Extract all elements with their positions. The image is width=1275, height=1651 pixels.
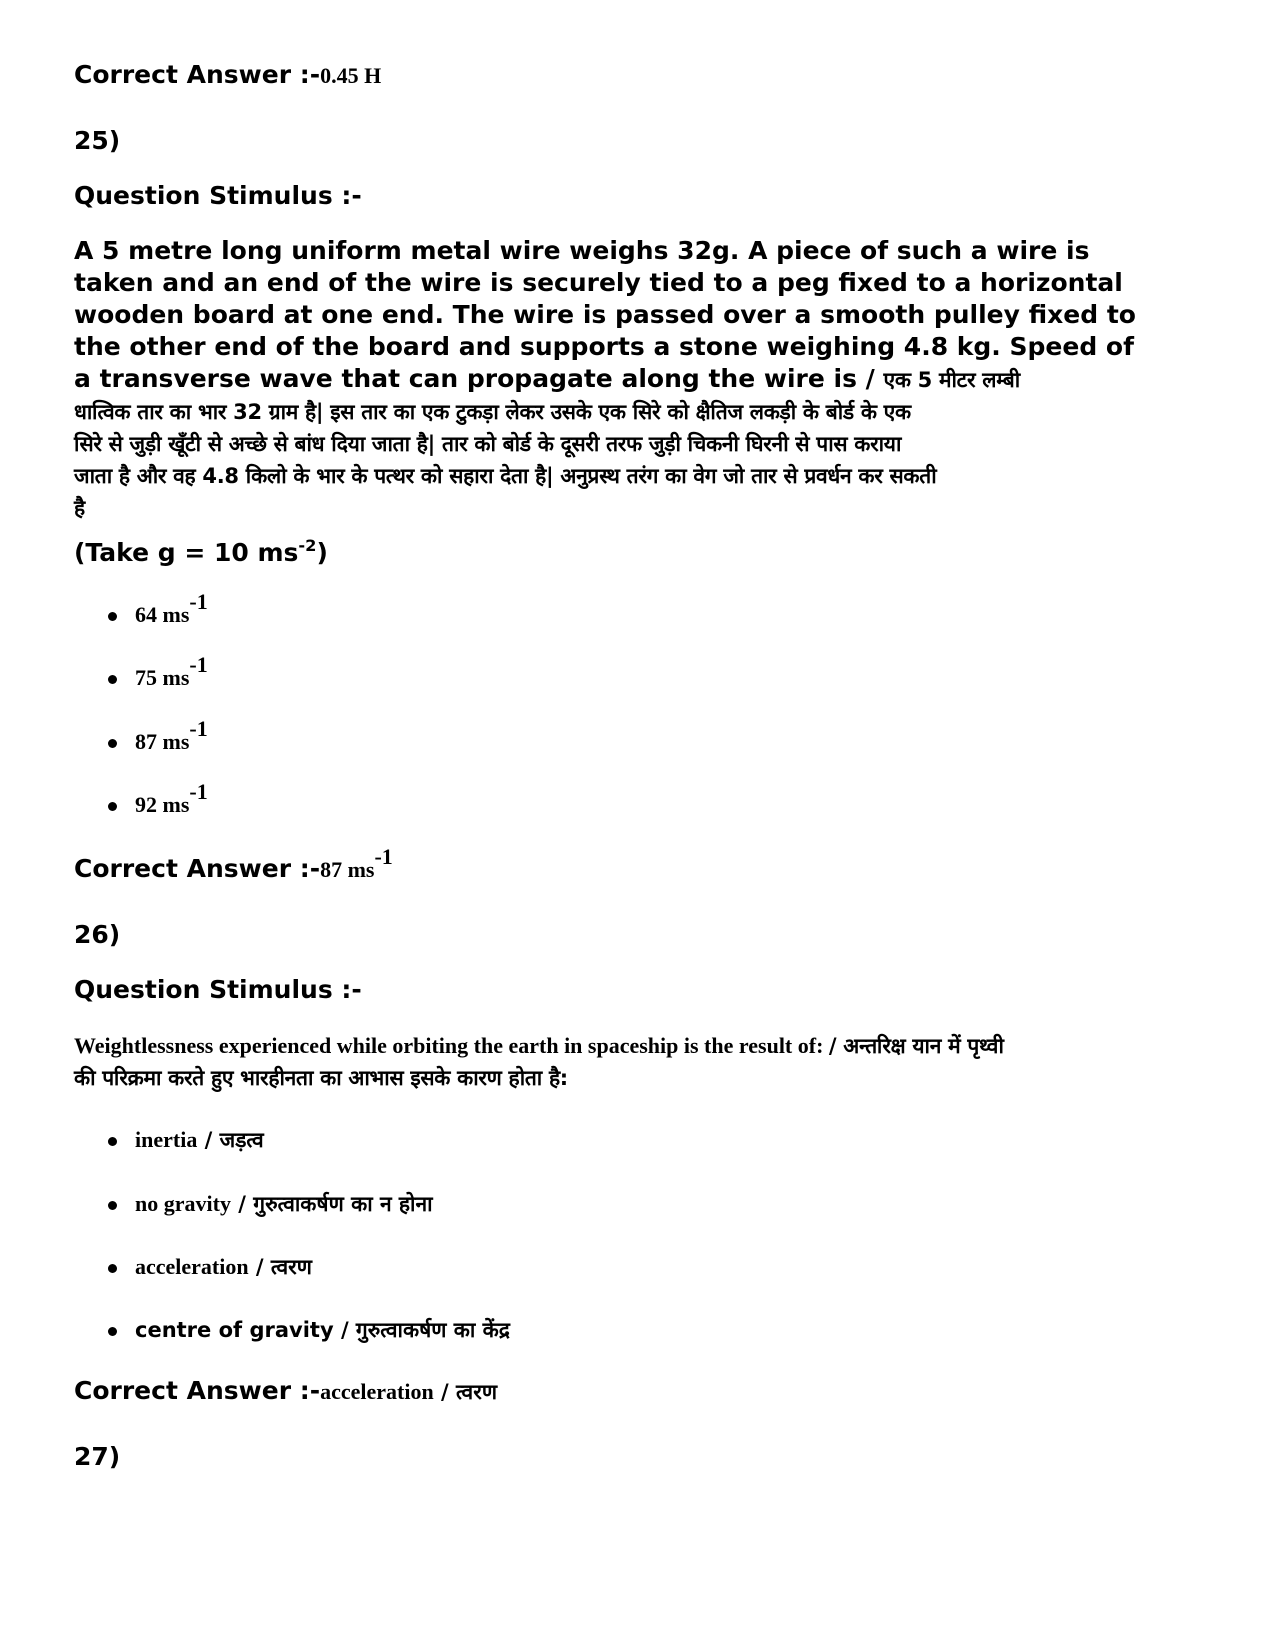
answer-label: Correct Answer :- bbox=[74, 1376, 321, 1405]
option-25-b[interactable] bbox=[108, 651, 208, 691]
bullet-icon bbox=[108, 1201, 117, 1210]
question-text-26 bbox=[74, 1030, 1204, 1094]
answer-value: 0.45 H bbox=[320, 63, 382, 88]
option-hi: / गुरुत्वाकर्षण का न होना bbox=[230, 1192, 433, 1216]
option-26-d[interactable] bbox=[108, 1316, 510, 1344]
correct-answer-25 bbox=[74, 843, 393, 884]
take-g-note bbox=[74, 538, 328, 567]
question-text-en: a transverse wave that can propagate along the wire is / bbox=[74, 364, 884, 393]
option-value: 92 ms bbox=[135, 792, 190, 817]
question-text-hi-line: धात्विक तार का भार 32 ग्राम है| इस तार का एक टुकड़ा लेकर उसके एक सिरे को क्षैतिज लकड़ी के बोर्ड के एक bbox=[74, 400, 911, 424]
option-value: 87 ms bbox=[135, 729, 190, 754]
bullet-icon bbox=[108, 675, 117, 684]
question-text-en: Weightlessness experienced while orbiting the earth in spaceship is the result of: bbox=[74, 1033, 829, 1058]
take-g-exponent: -2 bbox=[298, 536, 317, 556]
question-stimulus-label-26: Question Stimulus :- bbox=[74, 975, 362, 1004]
bullet-icon bbox=[108, 612, 117, 621]
option-en: acceleration bbox=[135, 1254, 249, 1279]
question-text-25 bbox=[74, 235, 1204, 524]
option-exponent: -1 bbox=[189, 715, 208, 741]
bullet-icon bbox=[108, 1264, 117, 1273]
question-text-hi-line: जाता है और वह 4.8 किलो के भार के पत्थर को सहारा देता है| अनुप्रस्थ तरंग का वेग जो तार से प्रवर्धन कर सकती bbox=[74, 464, 937, 488]
question-text-line: A 5 metre long uniform metal wire weighs 32g. A piece of such a wire is bbox=[74, 236, 1090, 265]
correct-answer-26 bbox=[74, 1376, 497, 1406]
answer-value-hi: / त्वरण bbox=[433, 1380, 498, 1404]
option-25-a[interactable] bbox=[108, 588, 208, 628]
option-26-a[interactable] bbox=[108, 1126, 264, 1154]
option-exponent: -1 bbox=[189, 588, 208, 614]
question-text-line: taken and an end of the wire is securely tied to a peg fixed to a horizontal bbox=[74, 268, 1123, 297]
bullet-icon bbox=[108, 1327, 117, 1336]
option-hi: / जड़त्व bbox=[197, 1128, 264, 1152]
question-number-27: 27) bbox=[74, 1442, 121, 1471]
bullet-icon bbox=[108, 1137, 117, 1146]
question-text-hi: एक 5 मीटर लम्बी bbox=[883, 368, 1020, 392]
answer-exponent: -1 bbox=[374, 843, 393, 869]
option-en: centre of gravity / गुरुत्वाकर्षण का केंद्र bbox=[135, 1318, 510, 1342]
question-stimulus-label-25: Question Stimulus :- bbox=[74, 181, 362, 210]
question-number-25: 25) bbox=[74, 126, 121, 155]
answer-label: Correct Answer :- bbox=[74, 854, 321, 883]
option-exponent: -1 bbox=[189, 651, 208, 677]
option-26-c[interactable] bbox=[108, 1253, 312, 1281]
option-value: 75 ms bbox=[135, 665, 190, 690]
option-en: no gravity bbox=[135, 1191, 231, 1216]
question-text-hi: / अन्तरिक्ष यान में पृथ्वी bbox=[828, 1034, 1004, 1058]
question-text-hi-line: है bbox=[74, 496, 85, 520]
bullet-icon bbox=[108, 802, 117, 811]
question-text-line-mixed bbox=[74, 1030, 1204, 1062]
option-25-d[interactable] bbox=[108, 778, 208, 818]
answer-value-en: acceleration bbox=[320, 1379, 434, 1404]
answer-value: 87 ms bbox=[320, 857, 375, 882]
option-hi: / त्वरण bbox=[248, 1255, 312, 1279]
question-text-hi-line: सिरे से जुड़ी खूँटी से अच्छे से बांध दिया जाता है| तार को बोर्ड के दूसरी तरफ जुड़ी चिकनी घिरनी से पास कराया bbox=[74, 432, 902, 456]
take-g-close: ) bbox=[316, 538, 328, 567]
take-g-text: (Take g = 10 ms bbox=[74, 538, 299, 567]
answer-label: Correct Answer :- bbox=[74, 60, 321, 89]
bullet-icon bbox=[108, 739, 117, 748]
option-exponent: -1 bbox=[189, 778, 208, 804]
option-25-c[interactable] bbox=[108, 715, 208, 755]
option-en: inertia bbox=[135, 1127, 198, 1152]
question-number-26: 26) bbox=[74, 920, 121, 949]
question-text-line: wooden board at one end. The wire is passed over a smooth pulley fixed to bbox=[74, 300, 1136, 329]
question-text-hi-line: की परिक्रमा करते हुए भारहीनता का आभास इसके कारण होता है: bbox=[74, 1066, 568, 1090]
question-text-line-mixed bbox=[74, 363, 1204, 396]
correct-answer-24 bbox=[74, 60, 381, 90]
question-text-line: the other end of the board and supports a stone weighing 4.8 kg. Speed of bbox=[74, 332, 1134, 361]
option-26-b[interactable] bbox=[108, 1190, 433, 1218]
option-value: 64 ms bbox=[135, 602, 190, 627]
